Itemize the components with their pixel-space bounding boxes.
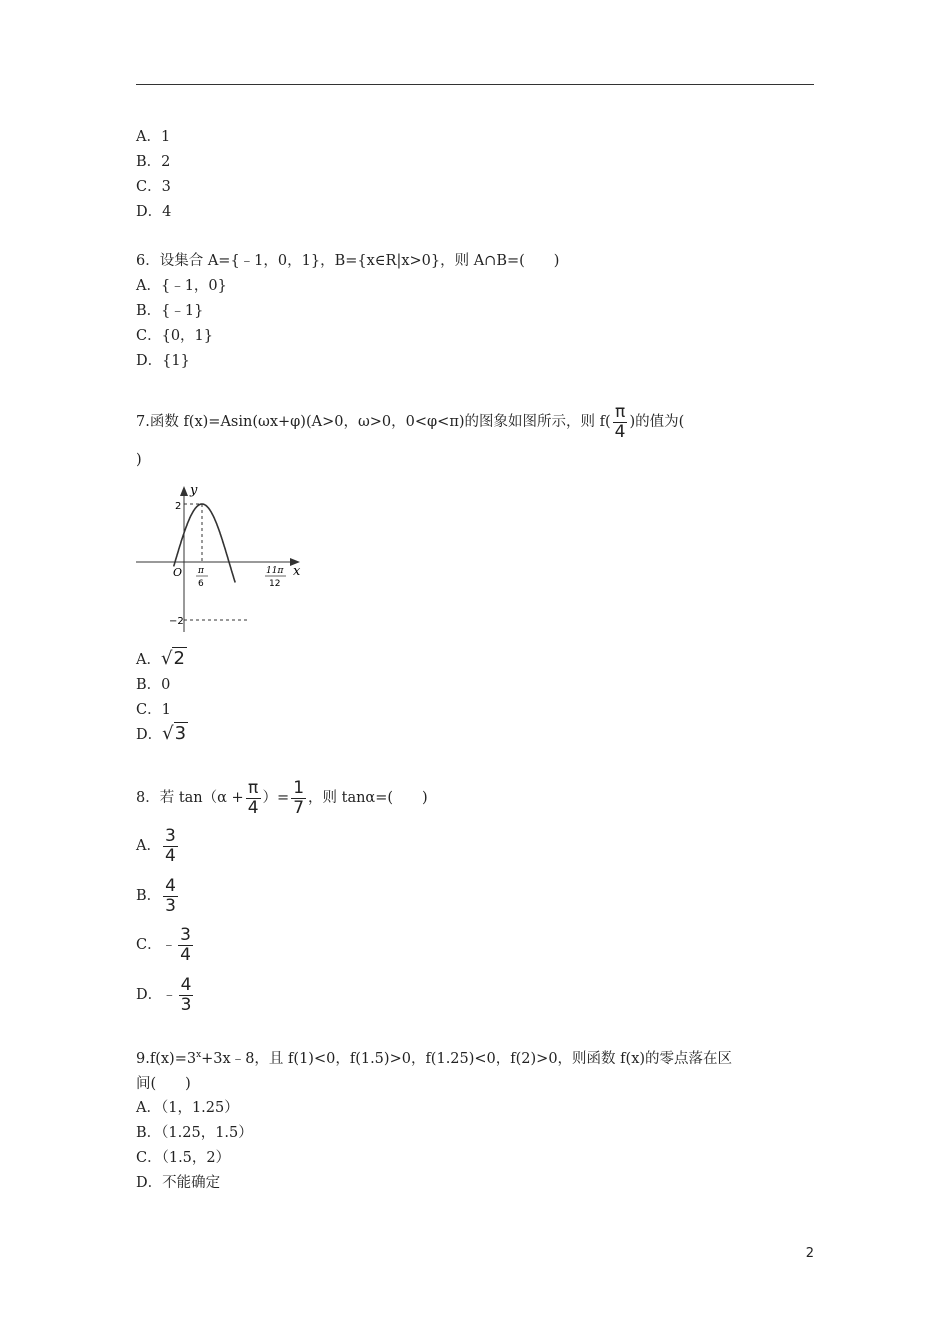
q8-opt-a-den: 4 xyxy=(164,845,176,866)
q8-opt-c-den: 4 xyxy=(180,944,191,965)
q5-option-c: C．3 xyxy=(136,179,171,195)
q9-stem-line2: 间( ) xyxy=(136,1076,191,1092)
q8-opt-d-den: 3 xyxy=(180,994,192,1015)
q9-stem-part2: +3x﹣8，且 f(1)<0，f(1.5)>0，f(1.25)<0，f(2)>0，则函数 f(x)的零点落在区 xyxy=(201,1051,733,1067)
q8-option-a xyxy=(136,826,180,866)
q8-opt-b-frac xyxy=(163,877,178,916)
q8-frac2-num: 1 xyxy=(293,777,305,798)
q7-stem-line2: ) xyxy=(136,452,142,468)
q6-option-a: A．{﹣1，0} xyxy=(136,278,227,294)
q8-stem-part1: 8．若 tan（α + xyxy=(136,790,244,806)
page-number: 2 xyxy=(805,1246,814,1261)
q7-option-a xyxy=(136,650,187,669)
q9-option-a: A．（1，1.25） xyxy=(136,1100,239,1116)
q8-opt-a-frac xyxy=(163,827,178,866)
sqrt-2-radicand: 2 xyxy=(173,648,185,669)
x-axis-label: x xyxy=(293,564,301,579)
q5-option-d: D．4 xyxy=(136,204,172,220)
x-tick-11pi-12-num: 11π xyxy=(266,566,284,576)
q8-stem xyxy=(136,776,428,820)
sqrt-3-radicand: 3 xyxy=(174,723,187,744)
q9-exponent: x xyxy=(196,1050,202,1060)
q7-fraction xyxy=(613,403,628,442)
q7-option-d xyxy=(136,725,188,744)
q8-opt-d-frac xyxy=(179,976,194,1015)
x-tick-pi-6-num: π xyxy=(198,566,204,576)
q6-option-c: C．{0，1} xyxy=(136,328,213,344)
q9-option-b: B．（1.25，1.5） xyxy=(136,1125,253,1141)
q8-frac-pi-4 xyxy=(246,779,261,818)
origin-label: O xyxy=(173,566,183,579)
q8-opt-a-label: A． xyxy=(136,838,161,854)
q9-stem-part1: 9.f(x)=3 xyxy=(136,1051,197,1067)
q8-opt-a-num: 3 xyxy=(164,825,176,846)
q8-option-d xyxy=(136,975,195,1015)
q9-option-c: C．（1.5，2） xyxy=(136,1150,231,1166)
q7-stem xyxy=(136,400,684,444)
sine-curve xyxy=(174,504,236,583)
q8-opt-c-label: C．﹣ xyxy=(136,937,177,953)
q8-frac2-den: 7 xyxy=(293,797,305,818)
q8-opt-c-frac xyxy=(178,926,193,965)
y-axis-arrow xyxy=(180,486,188,496)
q8-opt-d-num: 4 xyxy=(180,974,192,995)
sqrt-3: √3 xyxy=(162,723,187,744)
x-tick-11pi-12-den: 12 xyxy=(269,579,281,589)
q6-stem: 6．设集合 A={﹣1，0，1}，B={x∈R|x>0}，则 A∩B=( ) xyxy=(136,253,560,269)
q7-stem-text: 7.函数 f(x)=Asin(ωx+φ)(A>0，ω>0，0<φ<π)的图象如图所示，则 f( xyxy=(136,414,611,430)
header-rule xyxy=(136,84,814,85)
q5-option-b: B．2 xyxy=(136,154,171,170)
q7-option-a-label: A． xyxy=(136,652,161,668)
sqrt-2: √2 xyxy=(160,648,185,669)
q8-opt-b-label: B． xyxy=(136,888,162,904)
q7-stem-text-after: )的值为( xyxy=(629,414,685,430)
y-axis-label: y xyxy=(190,483,198,498)
x-tick-pi-6-den: 6 xyxy=(198,579,204,589)
q9-option-d: D．不能确定 xyxy=(136,1175,221,1191)
q6-option-d: D．{1} xyxy=(136,353,190,369)
q6-option-b: B．{﹣1} xyxy=(136,303,204,319)
q7-frac-num: π xyxy=(613,403,628,423)
q7-frac-den: 4 xyxy=(614,421,626,442)
q8-option-b xyxy=(136,876,180,916)
q8-opt-b-num: 4 xyxy=(165,875,176,896)
q8-opt-b-den: 3 xyxy=(165,895,176,916)
q9-stem xyxy=(136,1050,732,1068)
q8-frac-1-7 xyxy=(291,779,306,818)
q8-frac1-num: π xyxy=(246,779,261,799)
y-tick-2: 2 xyxy=(175,501,182,512)
q7-sine-graph xyxy=(136,480,306,632)
y-tick-minus-2: −2 xyxy=(169,616,184,627)
q8-stem-part2: ）= xyxy=(262,790,290,806)
q8-frac1-den: 4 xyxy=(247,797,259,818)
q7-option-d-label: D． xyxy=(136,727,163,743)
q8-opt-c-num: 3 xyxy=(180,924,191,945)
q5-option-a: A．1 xyxy=(136,129,171,145)
q8-opt-d-label: D．﹣ xyxy=(136,987,177,1003)
q7-option-c: C．1 xyxy=(136,702,171,718)
q8-option-c xyxy=(136,925,195,965)
q7-option-b: B．0 xyxy=(136,677,171,693)
q8-stem-part3: ，则 tanα=( ) xyxy=(308,790,428,806)
